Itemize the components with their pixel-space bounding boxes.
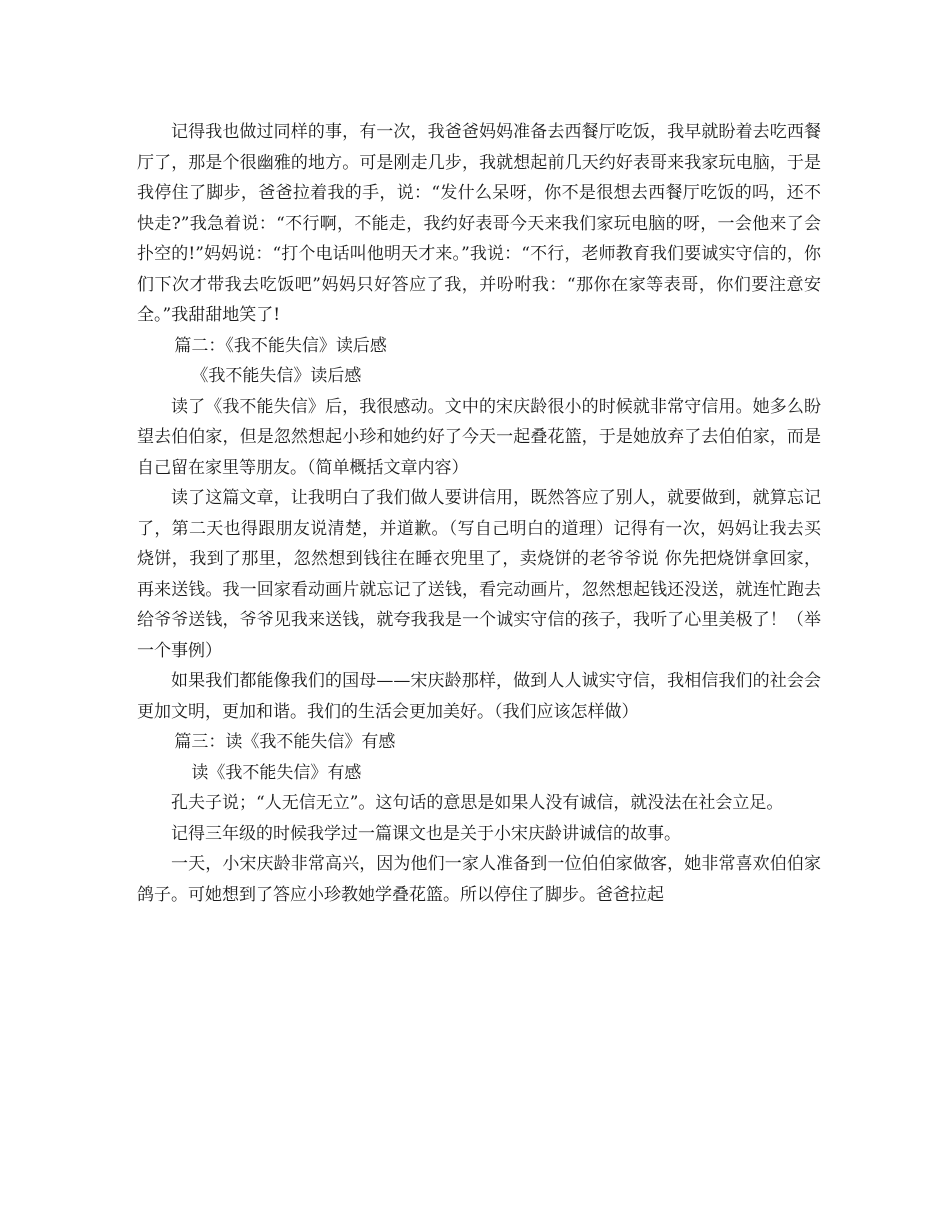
paragraph-conclusion: 如果我们都能像我们的国母——宋庆龄那样，做到人人诚实守信，我相信我们的社会会更加文明，更加和谐。我们的生活会更加美好。（我们应该怎样做）: [137, 671, 821, 722]
paragraph-summary: 读了《我不能失信》后，我很感动。文中的宋庆龄很小的时候就非常守信用。她多么盼望去伯伯家，但是忽然想起小珍和她约好了今天一起叠花篮，于是她放弃了去伯伯家，而是自己留在家里等朋友。（简单概括文章内容）: [137, 396, 821, 478]
paragraph-lesson-and-example: 读了这篇文章，让我明白了我们做人要讲信用，既然答应了别人，就要做到，就算忘记了，第二天也得跟朋友说清楚，并道歉。（写自己明白的道理）记得有一次，妈妈让我去买烧饼，我到了那里，忽然想到钱往在睡衣兜里了，卖烧饼的老爷爷说 你先把烧饼拿回家，再来送钱。我一回家看动画片就忘记了送钱，看完动画片，忽然想起钱还没送，就连忙跑去给爷爷送钱，爷爷见我来送钱，就夸我我是一个诚实守信的孩子，我听了心里美极了！（举一个事例）: [137, 488, 821, 661]
paragraph-confucius-quote: 孔夫子说；“人无信无立”。这句话的意思是如果人没有诚信，就没法在社会立足。: [171, 793, 784, 813]
section-title-part-three: 读《我不能失信》有感: [191, 762, 362, 783]
paragraph-story-beginning: 一天，小宋庆龄非常高兴，因为他们一家人准备到一位伯伯家做客，她非常喜欢伯伯家鸽子。可她想到了答应小珍教她学叠花篮。所以停住了脚步。爸爸拉起: [137, 854, 821, 905]
paragraph-western-restaurant-story: 记得我也做过同样的事，有一次，我爸爸妈妈准备去西餐厅吃饭，我早就盼着去吃西餐厅了，那是个很幽雅的地方。可是刚走几步，我就想起前几天约好表哥来我家玩电脑，于是我停住了脚步，爸爸拉着我的手，说：“发什么呆呀，你不是很想去西餐厅吃饭的吗，还不快走?”我急着说：“不行啊，不能走，我约好表哥今天来我们家玩电脑的呀，一会他来了会扑空的!”妈妈说：“打个电话叫他明天才来。”我说：“不行，老师教育我们要诚实守信的，你们下次才带我去吃饭吧”妈妈只好答应了我，并吩咐我：“那你在家等表哥，你们要注意安全。”我甜甜地笑了!: [137, 122, 821, 325]
section-title-part-two: 《我不能失信》读后感: [191, 366, 362, 386]
paragraph-third-grade-memory: 记得三年级的时候我学过一篇课文也是关于小宋庆龄讲诚信的故事。: [171, 823, 681, 844]
section-heading-part-two: 篇二：《我不能失信》读后感: [174, 335, 387, 356]
document-body: [137, 117, 821, 910]
section-heading-part-three: 篇三：读《我不能失信》有感: [174, 732, 396, 752]
